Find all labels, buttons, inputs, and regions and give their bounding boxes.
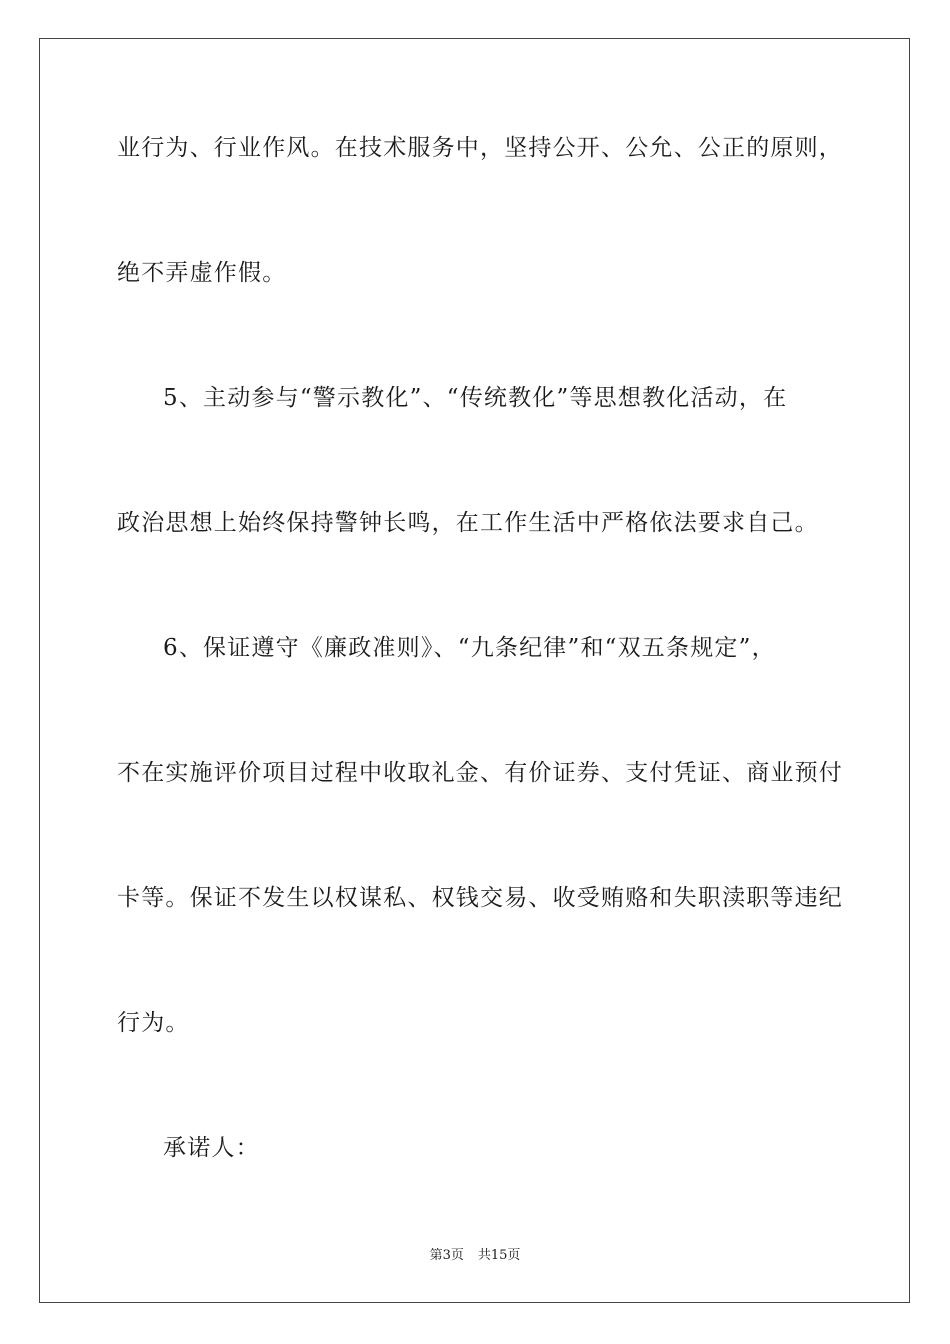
text-line-item-6: 6、保证遵守《廉政准则》、“九条纪律”和“双五条规定”，: [163, 635, 776, 661]
text-line-6: 不在实施评价项目过程中收取礼金、有价证券、支付凭证、商业预付: [117, 760, 843, 786]
text-line-item-5: 5、主动参与“警示教化”、“传统教化”等思想教化活动，在: [163, 385, 788, 411]
page-border: [39, 38, 910, 1303]
text-line-1: 业行为、行业作风。在技术服务中，坚持公开、公允、公正的原则，: [117, 135, 843, 161]
signature-label: 承诺人：: [163, 1135, 260, 1161]
total-pages: 共15页: [477, 1248, 521, 1263]
text-line-7: 卡等。保证不发生以权谋私、权钱交易、收受贿赂和失职渎职等违纪: [117, 885, 843, 911]
page-number: 第3页: [429, 1248, 464, 1263]
text-line-8: 行为。: [117, 1010, 190, 1036]
page-footer: [0, 1247, 950, 1265]
text-line-4: 政治思想上始终保持警钟长鸣，在工作生活中严格依法要求自己。: [117, 510, 819, 536]
text-line-2: 绝不弄虚作假。: [117, 260, 287, 286]
